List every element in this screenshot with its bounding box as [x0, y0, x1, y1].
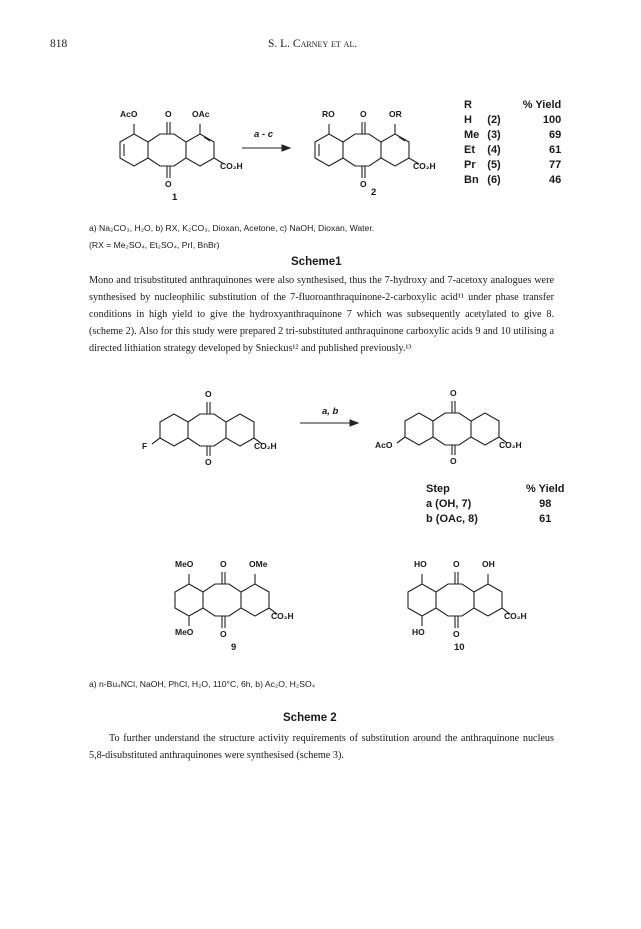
column-header-yield: % Yield [522, 99, 562, 111]
anthraquinone-skeleton-1 [110, 118, 230, 188]
hydroxy-top-right: OH [482, 559, 495, 569]
scheme1-caption: Scheme1 [291, 256, 342, 268]
compound-2-structure [305, 109, 436, 198]
table-cell-r: Et [464, 144, 475, 156]
table-cell-r: H [464, 114, 472, 126]
scheme1-yield-table [460, 98, 565, 188]
compound-9-structure [165, 559, 294, 653]
carbonyl-oxygen-top: O [360, 109, 367, 119]
anthraquinone-skeleton-start [150, 400, 275, 465]
scheme1-conditions-line1: a) Na₂CO₃, H₂O, b) RX, K₂CO₃, Dioxan, Acetone, c) NaOH, Dioxan, Water. [89, 223, 375, 233]
table-row [460, 143, 565, 158]
page-number: 818 [50, 38, 68, 50]
hydroxy-top-left: HO [414, 559, 427, 569]
table-header-row [460, 98, 565, 113]
carboxylic-acid-group: CO₂H [504, 611, 527, 621]
carbonyl-oxygen-bottom: O [453, 629, 460, 639]
carbonyl-oxygen-top: O [220, 559, 227, 569]
table-cell-yield: 46 [549, 174, 562, 186]
table-cell-compound: (5) [487, 159, 501, 171]
scheme1-conditions-line2: (RX = Me₂SO₄, Et₂SO₄, PrI, BnBr) [89, 240, 220, 250]
table-cell-compound: (3) [487, 129, 501, 141]
table-cell-r: Me [464, 129, 480, 141]
carbonyl-oxygen-top: O [450, 388, 457, 398]
table-cell-compound: (4) [487, 144, 501, 156]
table-row [460, 113, 565, 128]
column-header-r: R [464, 99, 472, 111]
reaction-arrow-label-1: a - c [254, 129, 274, 140]
column-header-yield: % Yield [526, 483, 565, 495]
table-cell-yield: 61 [549, 144, 562, 156]
carbonyl-oxygen-bottom: O [205, 457, 212, 467]
table-cell-yield: 69 [549, 129, 562, 141]
table-cell-r: Bn [464, 174, 479, 186]
methoxy-top-right: OMe [249, 559, 268, 569]
carboxylic-acid-group: CO₂H [413, 161, 436, 171]
compound-number-1: 1 [172, 192, 178, 203]
compound-number-2: 2 [371, 187, 377, 198]
fluoro-anthraquinone-structure [142, 389, 277, 467]
table-cell-compound: (2) [487, 114, 501, 126]
table-row [460, 173, 565, 188]
table-cell-compound: (6) [487, 174, 501, 186]
scheme2-conditions: a) n-Bu₄NCl, NaOH, PhCl, H₂O, 110°C, 6h, b) Ac₂O, H₂SO₄ [89, 679, 316, 689]
table-cell-yield: 98 [539, 498, 552, 510]
carbonyl-oxygen-bottom: O [165, 179, 172, 189]
anthraquinone-skeleton-product [395, 397, 520, 465]
substituent-acetoxy-left: AcO [120, 109, 138, 119]
table-row [460, 158, 565, 173]
carboxylic-acid-group: CO₂H [220, 161, 243, 171]
column-header-compound [483, 98, 504, 113]
scheme2-caption: Scheme 2 [283, 712, 337, 724]
compound-number-9: 9 [231, 642, 237, 653]
running-title: S. L. Carney et al. [268, 38, 358, 50]
reaction-arrow-label-2: a, b [322, 406, 339, 417]
table-cell-step: a (OH, 7) [426, 498, 472, 510]
acetoxy-substituent: AcO [375, 440, 393, 450]
carboxylic-acid-group: CO₂H [499, 440, 522, 450]
carboxylic-acid-group: CO₂H [271, 611, 294, 621]
carbonyl-oxygen-bottom: O [360, 179, 367, 189]
table-cell-r: Pr [464, 159, 476, 171]
reaction-arrow-2 [300, 418, 360, 428]
substituent-alkoxy-left: RO [322, 109, 335, 119]
table-row [460, 128, 565, 143]
carbonyl-oxygen-top: O [205, 389, 212, 399]
table-row [422, 512, 569, 527]
acetoxy-anthraquinone-structure [375, 388, 522, 466]
table-row [422, 497, 569, 512]
column-header-step: Step [426, 483, 450, 495]
substituent-alkoxy-right: OR [389, 109, 402, 119]
body-paragraph-1: Mono and trisubstituted anthraquinones were also synthesised, thus the 7-hydroxy and 7-acetoxy analogues were synthesised by nucleophilic substitution of the 7-fluoroanthraquinone-2-carboxylic acid¹¹ under phase transfer conditions in high yield to give the hydroxyanthraquinone 7 which was subsequently acetylated to give 8. (scheme 2). Also for this study were prepared 2 tri-substituted anthraquinone carboxylic acids 9 and 10 utilising a directed lithiation strategy developed by Snieckus¹² and published previously.¹³ [89, 275, 554, 354]
scheme2-step-table [422, 482, 569, 527]
hydroxy-bottom-left: HO [412, 627, 425, 637]
table-cell-yield: 77 [549, 159, 562, 171]
compound-1-structure [110, 109, 243, 203]
fluoro-substituent: F [142, 441, 148, 451]
methoxy-top-left: MeO [175, 559, 194, 569]
compound-number-10: 10 [454, 642, 465, 653]
table-cell-step: b (OAc, 8) [426, 513, 478, 525]
carboxylic-acid-group: CO₂H [254, 441, 277, 451]
reaction-arrow-1 [242, 143, 292, 153]
anthraquinone-skeleton-2 [305, 118, 425, 188]
carbonyl-oxygen-bottom: O [220, 629, 227, 639]
body-paragraph-2: To further understand the structure activity requirements of substitution around the anthraquinone nucleus 5,8-disubstituted anthraquinones were synthesised (scheme 3). [89, 733, 554, 761]
table-cell-yield: 61 [539, 513, 552, 525]
substituent-acetoxy-right: OAc [192, 109, 210, 119]
carbonyl-oxygen-top: O [165, 109, 172, 119]
compound-10-structure [398, 559, 527, 653]
methoxy-bottom-left: MeO [175, 627, 194, 637]
carbonyl-oxygen-top: O [453, 559, 460, 569]
table-header-row [422, 482, 569, 497]
table-cell-yield: 100 [542, 114, 562, 126]
carbonyl-oxygen-bottom: O [450, 456, 457, 466]
